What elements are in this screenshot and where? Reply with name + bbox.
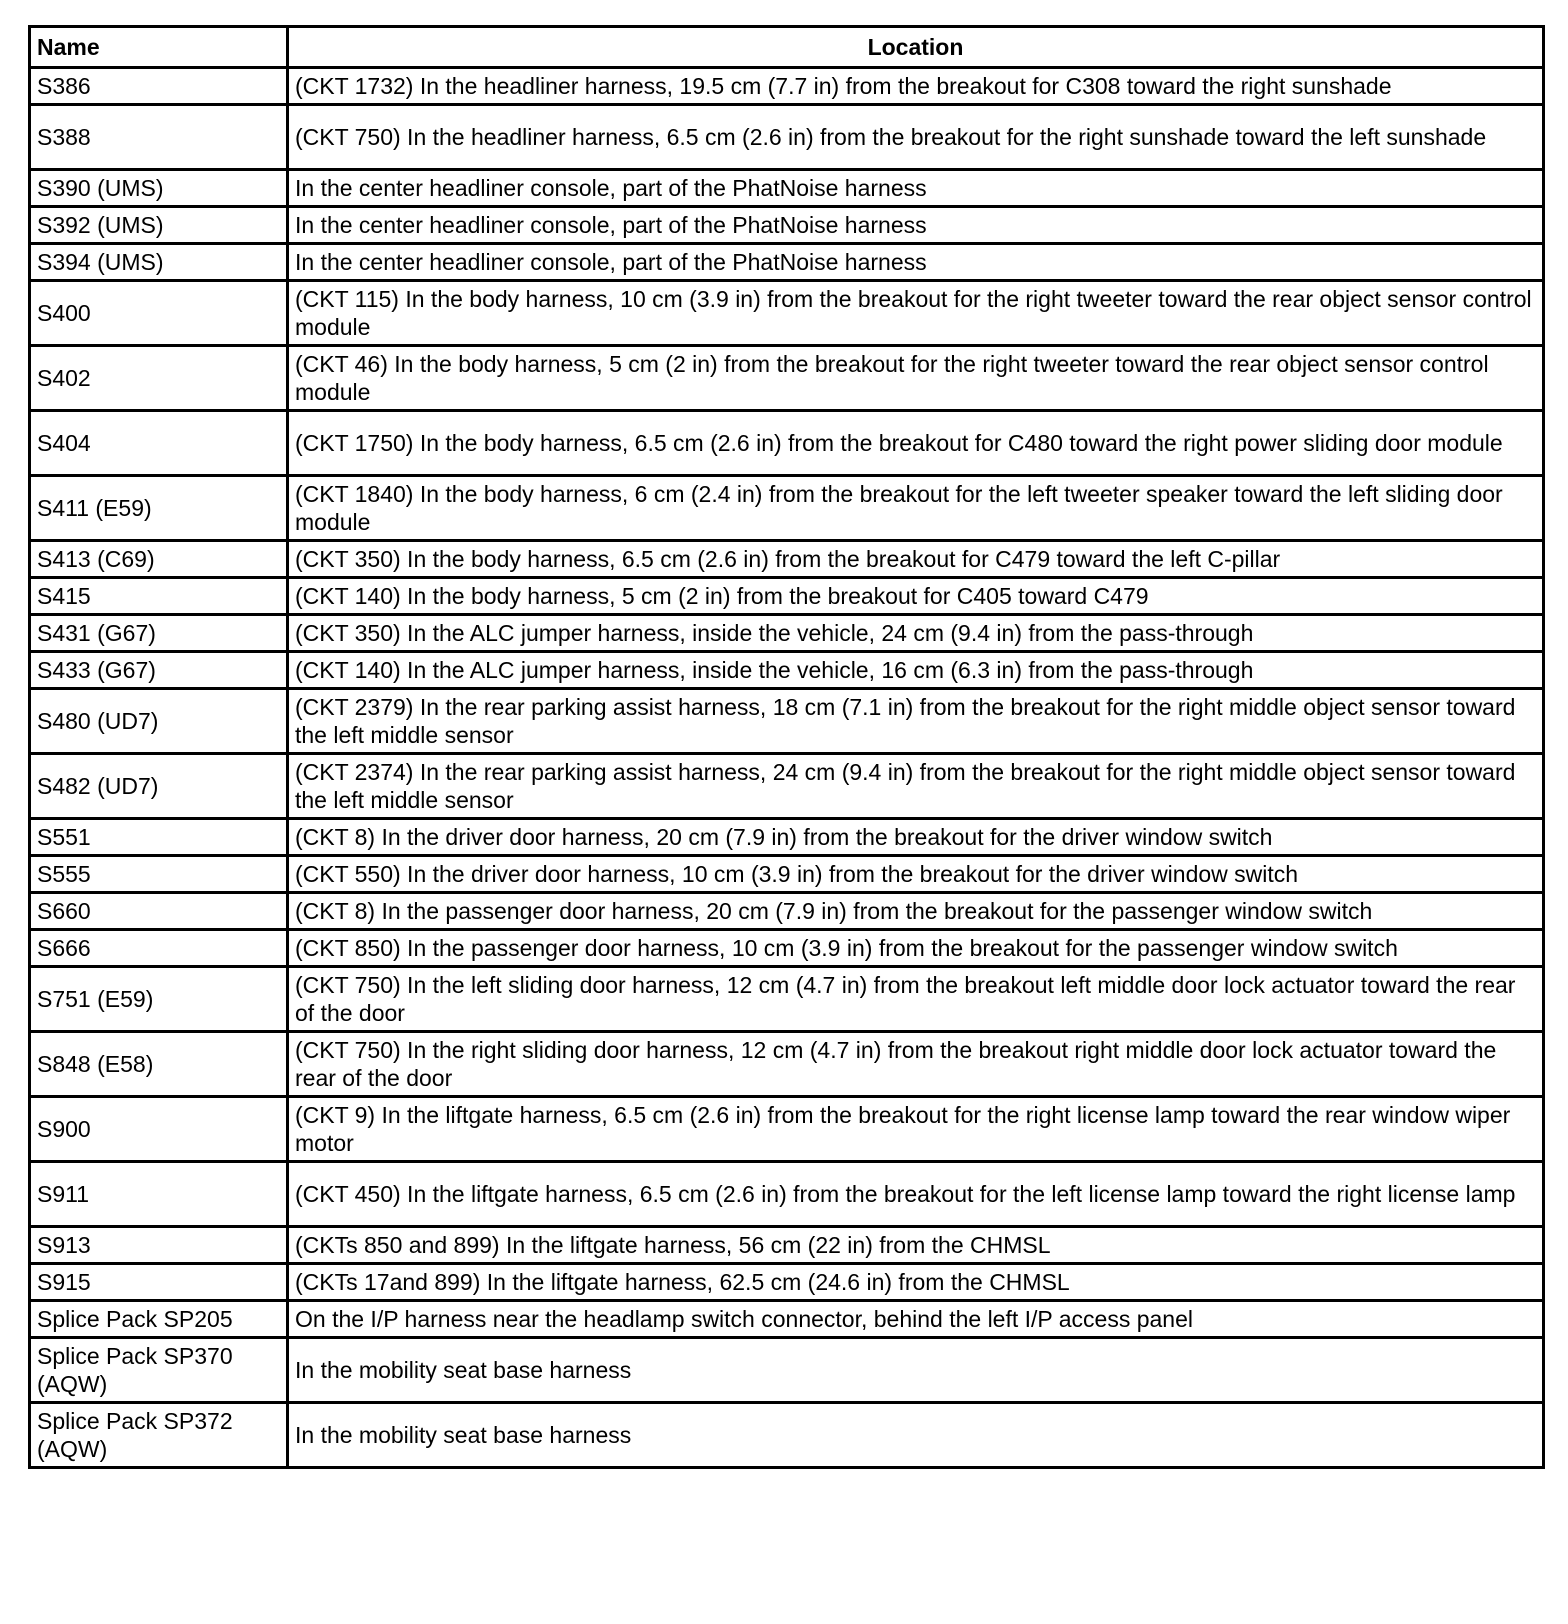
splice-location-cell: In the center headliner console, part of the PhatNoise harness — [288, 244, 1544, 281]
splice-name-cell: S431 (G67) — [30, 615, 288, 652]
splice-location-cell: (CKT 350) In the ALC jumper harness, inside the vehicle, 24 cm (9.4 in) from the pass-through — [288, 615, 1544, 652]
table-row — [30, 754, 1544, 819]
table-row — [30, 967, 1544, 1032]
splice-location-cell: (CKT 46) In the body harness, 5 cm (2 in) from the breakout for the right tweeter toward the rear object sensor control module — [288, 346, 1544, 411]
table-row — [30, 652, 1544, 689]
header-row — [30, 27, 1544, 68]
splice-name-cell: S394 (UMS) — [30, 244, 288, 281]
table-row — [30, 930, 1544, 967]
table-row — [30, 476, 1544, 541]
table-row — [30, 1403, 1544, 1468]
table-row — [30, 1227, 1544, 1264]
splice-location-cell: (CKT 850) In the passenger door harness, 10 cm (3.9 in) from the breakout for the passenger window switch — [288, 930, 1544, 967]
table-row — [30, 105, 1544, 170]
table-row — [30, 1264, 1544, 1301]
splice-location-cell: On the I/P harness near the headlamp switch connector, behind the left I/P access panel — [288, 1301, 1544, 1338]
splice-location-cell: (CKTs 17and 899) In the liftgate harness, 62.5 cm (24.6 in) from the CHMSL — [288, 1264, 1544, 1301]
column-header-name: Name — [30, 27, 288, 68]
table-row — [30, 856, 1544, 893]
splice-name-cell: S404 — [30, 411, 288, 476]
splice-location-cell: (CKT 550) In the driver door harness, 10 cm (3.9 in) from the breakout for the driver window switch — [288, 856, 1544, 893]
splice-name-cell: S392 (UMS) — [30, 207, 288, 244]
splice-name-cell: Splice Pack SP205 — [30, 1301, 288, 1338]
splice-name-cell: S388 — [30, 105, 288, 170]
splice-location-cell: In the mobility seat base harness — [288, 1338, 1544, 1403]
splice-location-cell: (CKTs 850 and 899) In the liftgate harness, 56 cm (22 in) from the CHMSL — [288, 1227, 1544, 1264]
splice-name-cell: S400 — [30, 281, 288, 346]
splice-location-cell: In the center headliner console, part of the PhatNoise harness — [288, 207, 1544, 244]
table-row — [30, 1032, 1544, 1097]
splice-location-table-container — [28, 25, 1542, 1469]
splice-location-cell: (CKT 1750) In the body harness, 6.5 cm (2.6 in) from the breakout for C480 toward the right power sliding door module — [288, 411, 1544, 476]
table-row — [30, 68, 1544, 105]
splice-location-cell: (CKT 1840) In the body harness, 6 cm (2.4 in) from the breakout for the left tweeter speaker toward the left sliding door module — [288, 476, 1544, 541]
table-row — [30, 207, 1544, 244]
splice-location-cell: (CKT 2379) In the rear parking assist harness, 18 cm (7.1 in) from the breakout for the right middle object sensor toward the left middle sensor — [288, 689, 1544, 754]
table-row — [30, 541, 1544, 578]
splice-name-cell: Splice Pack SP372 (AQW) — [30, 1403, 288, 1468]
table-row — [30, 1301, 1544, 1338]
splice-name-cell: Splice Pack SP370 (AQW) — [30, 1338, 288, 1403]
splice-location-cell: (CKT 2374) In the rear parking assist harness, 24 cm (9.4 in) from the breakout for the right middle object sensor toward the left middle sensor — [288, 754, 1544, 819]
table-row — [30, 893, 1544, 930]
splice-name-cell: S900 — [30, 1097, 288, 1162]
splice-name-cell: S386 — [30, 68, 288, 105]
table-row — [30, 346, 1544, 411]
splice-location-table — [28, 25, 1545, 1469]
splice-location-cell: (CKT 750) In the left sliding door harness, 12 cm (4.7 in) from the breakout left middle door lock actuator toward the rear of the door — [288, 967, 1544, 1032]
table-row — [30, 689, 1544, 754]
splice-name-cell: S666 — [30, 930, 288, 967]
splice-location-cell: (CKT 8) In the passenger door harness, 20 cm (7.9 in) from the breakout for the passenger window switch — [288, 893, 1544, 930]
splice-name-cell: S848 (E58) — [30, 1032, 288, 1097]
column-header-location: Location — [288, 27, 1544, 68]
splice-location-cell: (CKT 450) In the liftgate harness, 6.5 cm (2.6 in) from the breakout for the left license lamp toward the right license lamp — [288, 1162, 1544, 1227]
splice-location-cell: (CKT 115) In the body harness, 10 cm (3.9 in) from the breakout for the right tweeter toward the rear object sensor control module — [288, 281, 1544, 346]
splice-location-cell: (CKT 8) In the driver door harness, 20 cm (7.9 in) from the breakout for the driver window switch — [288, 819, 1544, 856]
splice-name-cell: S911 — [30, 1162, 288, 1227]
splice-name-cell: S913 — [30, 1227, 288, 1264]
table-row — [30, 281, 1544, 346]
splice-name-cell: S482 (UD7) — [30, 754, 288, 819]
splice-location-cell: (CKT 1732) In the headliner harness, 19.5 cm (7.7 in) from the breakout for C308 toward the right sunshade — [288, 68, 1544, 105]
splice-name-cell: S413 (C69) — [30, 541, 288, 578]
splice-name-cell: S480 (UD7) — [30, 689, 288, 754]
splice-name-cell: S415 — [30, 578, 288, 615]
splice-location-cell: (CKT 750) In the headliner harness, 6.5 cm (2.6 in) from the breakout for the right sunshade toward the left sunshade — [288, 105, 1544, 170]
table-row — [30, 578, 1544, 615]
splice-location-cell: (CKT 140) In the ALC jumper harness, inside the vehicle, 16 cm (6.3 in) from the pass-through — [288, 652, 1544, 689]
splice-name-cell: S551 — [30, 819, 288, 856]
splice-location-cell: In the mobility seat base harness — [288, 1403, 1544, 1468]
splice-name-cell: S433 (G67) — [30, 652, 288, 689]
splice-name-cell: S751 (E59) — [30, 967, 288, 1032]
splice-location-cell: (CKT 750) In the right sliding door harness, 12 cm (4.7 in) from the breakout right middle door lock actuator toward the rear of the door — [288, 1032, 1544, 1097]
table-row — [30, 170, 1544, 207]
table-row — [30, 1162, 1544, 1227]
splice-name-cell: S390 (UMS) — [30, 170, 288, 207]
splice-location-cell: In the center headliner console, part of the PhatNoise harness — [288, 170, 1544, 207]
splice-name-cell: S915 — [30, 1264, 288, 1301]
splice-name-cell: S660 — [30, 893, 288, 930]
splice-name-cell: S555 — [30, 856, 288, 893]
table-row — [30, 615, 1544, 652]
splice-location-cell: (CKT 140) In the body harness, 5 cm (2 in) from the breakout for C405 toward C479 — [288, 578, 1544, 615]
splice-name-cell: S402 — [30, 346, 288, 411]
table-row — [30, 1097, 1544, 1162]
table-row — [30, 819, 1544, 856]
table-row — [30, 411, 1544, 476]
splice-location-cell: (CKT 9) In the liftgate harness, 6.5 cm (2.6 in) from the breakout for the right license lamp toward the rear window wiper motor — [288, 1097, 1544, 1162]
table-row — [30, 244, 1544, 281]
splice-name-cell: S411 (E59) — [30, 476, 288, 541]
splice-location-cell: (CKT 350) In the body harness, 6.5 cm (2.6 in) from the breakout for C479 toward the left C-pillar — [288, 541, 1544, 578]
table-row — [30, 1338, 1544, 1403]
